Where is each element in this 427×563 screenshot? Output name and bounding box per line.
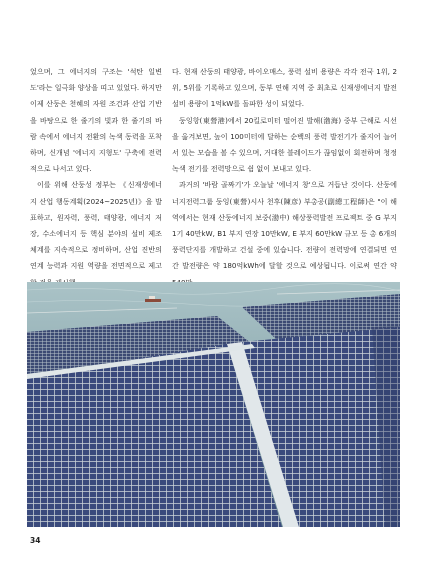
solar-farm-photo [27,282,400,527]
paragraph: 었으며, 그 에너지의 구조는 '석탄 일변도'라는 일극화 양상을 띠고 있었다. 하지만 이제 산둥은 천혜의 자원 조건과 산업 기반을 바탕으로 한 줄기의 빛과 한 줄기의 바람 속에서 에너지 전환의 녹색 동력을 포착하며, 신개념 '에너지 지형도' 구축에 전력적으로 나서고 있다. [30,67,162,174]
paragraph: 다. 현재 산둥의 태양광, 바이오매스, 풍력 설비 용량은 각각 전국 1위, 2위, 5위를 기록하고 있으며, 동부 연해 지역 중 최초로 신재생에너지 발전 설비 용량이 1억kW를 돌파한 성이 되었다. [172,67,397,109]
text-column-right [172,64,397,291]
paragraph: 과거의 '바람 골짜기'가 오늘날 '에너지 창'으로 거듭난 것이다. 산둥에너지전력그룹 둥잉(東營)시사 천후(陳彦) 부총공(副總工程師)은 "이 해역에서는 현재 산둥에너지 보중(渤中) 해상풍력발전 프로젝트 중 G 부지 1기 40만kW, B1 부지 연장 10만kW, E 부지 60만kW 규모 등 총 6개의 풍력단지를 개발하고 건설 중에 있습니다. 전량이 전력망에 연결되면 연간 발전량은 약 180억kWh에 달할 것으로 예상됩니다. 이로써 연간 약 [172,180,397,271]
page-number: 34 [30,536,41,545]
text-column-left [30,64,162,291]
paragraph: 이를 위해 산둥성 정부는 《신재생에너지 산업 행동계획(2024~2025년)》을 발표하고, 원자력, 풍력, 태양광, 에너지 저장, 수소에너지 등 핵심 분야의 설비 제조 체계를 지속적으로 정비하며, 산업 진반의 연계 능력과 지원 역량을 전면적으로 제고 [30,180,162,271]
paragraph: 둥잉항(東營港)에서 20킬로미터 떨어진 발해(渤海) 중부 근해로 시선을 옮겨보면, 높이 100미터에 달하는 순백의 풍력 발전기가 줄지어 늘어서 있는 모습을 볼 수 있으며, 거대한 블레이드가 끊임없이 회전하며 청정 녹색 전기를 전력망으로 쉼 없이 보내고 있다. [172,115,397,174]
